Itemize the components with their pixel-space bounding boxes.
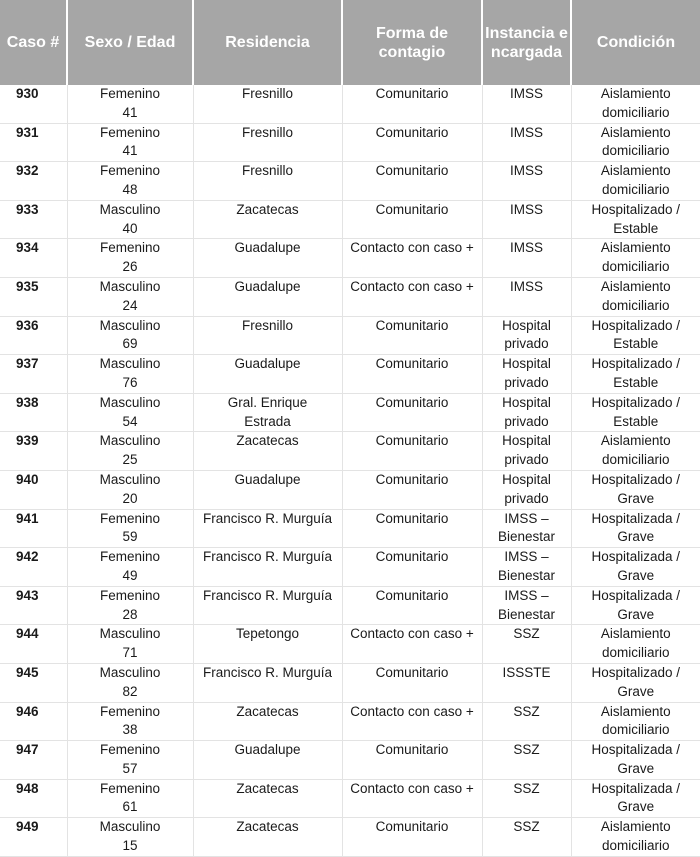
cell-caso: 937 — [0, 355, 67, 394]
cell-sexo: Femenino — [68, 85, 193, 104]
cell-forma-contagio: Contacto con caso + — [342, 625, 482, 664]
cell-residencia-line: Guadalupe — [194, 278, 342, 297]
cell-instancia — [482, 702, 571, 741]
cell-residencia — [193, 509, 342, 548]
cell-sexo-edad — [67, 663, 193, 702]
cell-residencia-line: Zacatecas — [194, 780, 342, 799]
cell-sexo: Femenino — [68, 548, 193, 567]
cell-forma-contagio: Comunitario — [342, 432, 482, 471]
cell-sexo-edad — [67, 123, 193, 162]
cell-instancia-line: IMSS — [483, 239, 571, 258]
cell-edad: 28 — [68, 606, 193, 625]
cell-instancia-line: Hospital — [483, 432, 571, 451]
cell-condicion-line: Aislamiento — [572, 432, 700, 451]
cell-residencia-line: Fresnillo — [194, 317, 342, 336]
cell-residencia — [193, 432, 342, 471]
cell-instancia-line: IMSS – — [483, 587, 571, 606]
cell-condicion — [571, 239, 700, 278]
cell-forma-contagio: Comunitario — [342, 548, 482, 587]
cell-residencia-line: Francisco R. Murguía — [194, 664, 342, 683]
cell-residencia-line: Estrada — [194, 413, 342, 432]
cell-residencia — [193, 663, 342, 702]
cell-residencia-line: Fresnillo — [194, 85, 342, 104]
cell-residencia — [193, 779, 342, 818]
cell-sexo-edad — [67, 625, 193, 664]
cell-residencia-line: Tepetongo — [194, 625, 342, 644]
cell-condicion-line: Hospitalizado / — [572, 471, 700, 490]
header-instancia: Instancia encargada — [482, 0, 571, 85]
table-row — [0, 548, 700, 587]
cell-sexo: Masculino — [68, 278, 193, 297]
header-condicion: Condición — [571, 0, 700, 85]
cell-condicion — [571, 316, 700, 355]
cell-condicion-line: Estable — [572, 413, 700, 432]
cell-caso: 948 — [0, 779, 67, 818]
cell-condicion-line: domiciliario — [572, 837, 700, 856]
cell-edad: 40 — [68, 220, 193, 239]
cell-edad: 41 — [68, 142, 193, 161]
cell-condicion-line: Hospitalizado / — [572, 394, 700, 413]
cell-condicion-line: Estable — [572, 220, 700, 239]
cell-condicion-line: Aislamiento — [572, 703, 700, 722]
cell-residencia — [193, 625, 342, 664]
cell-instancia — [482, 239, 571, 278]
cell-residencia — [193, 123, 342, 162]
table-row — [0, 509, 700, 548]
cell-forma-contagio: Comunitario — [342, 200, 482, 239]
cell-sexo-edad — [67, 393, 193, 432]
cell-condicion — [571, 355, 700, 394]
table-header — [0, 0, 700, 85]
cell-sexo: Femenino — [68, 587, 193, 606]
cell-instancia-line: privado — [483, 374, 571, 393]
cell-instancia — [482, 355, 571, 394]
cell-instancia-line: Hospital — [483, 317, 571, 336]
cell-sexo: Femenino — [68, 162, 193, 181]
cell-residencia — [193, 818, 342, 857]
cell-condicion-line: domiciliario — [572, 644, 700, 663]
cell-instancia — [482, 393, 571, 432]
cell-caso: 941 — [0, 509, 67, 548]
cell-residencia-line: Zacatecas — [194, 201, 342, 220]
cell-condicion-line: Grave — [572, 606, 700, 625]
cell-residencia-line: Fresnillo — [194, 162, 342, 181]
cell-instancia — [482, 470, 571, 509]
cell-edad: 54 — [68, 413, 193, 432]
cell-condicion-line: Hospitalizada / — [572, 548, 700, 567]
cell-sexo: Masculino — [68, 471, 193, 490]
cell-condicion — [571, 162, 700, 201]
cell-instancia-line: Hospital — [483, 471, 571, 490]
cell-residencia-line: Guadalupe — [194, 741, 342, 760]
cell-forma-contagio: Comunitario — [342, 393, 482, 432]
cell-caso: 935 — [0, 277, 67, 316]
cell-sexo: Masculino — [68, 394, 193, 413]
cell-forma-contagio: Comunitario — [342, 663, 482, 702]
table-row — [0, 393, 700, 432]
cell-forma-contagio: Contacto con caso + — [342, 779, 482, 818]
cell-condicion-line: Aislamiento — [572, 124, 700, 143]
cell-instancia — [482, 123, 571, 162]
cell-instancia — [482, 779, 571, 818]
cell-caso: 932 — [0, 162, 67, 201]
cell-caso: 933 — [0, 200, 67, 239]
cell-forma-contagio: Comunitario — [342, 586, 482, 625]
table-row — [0, 779, 700, 818]
cell-edad: 61 — [68, 798, 193, 817]
cell-condicion-line: Aislamiento — [572, 162, 700, 181]
cell-edad: 41 — [68, 104, 193, 123]
cell-instancia — [482, 818, 571, 857]
cell-condicion — [571, 432, 700, 471]
cell-edad: 26 — [68, 258, 193, 277]
cell-instancia — [482, 162, 571, 201]
cell-instancia-line: IMSS — [483, 278, 571, 297]
cell-instancia-line: IMSS — [483, 124, 571, 143]
cell-condicion-line: domiciliario — [572, 142, 700, 161]
cell-caso: 939 — [0, 432, 67, 471]
cell-residencia — [193, 85, 342, 123]
cell-condicion-line: domiciliario — [572, 104, 700, 123]
cell-edad: 25 — [68, 451, 193, 470]
cell-instancia — [482, 625, 571, 664]
cell-residencia — [193, 239, 342, 278]
cell-sexo-edad — [67, 509, 193, 548]
cell-instancia — [482, 509, 571, 548]
cell-sexo-edad — [67, 586, 193, 625]
cell-residencia — [193, 355, 342, 394]
cell-residencia — [193, 470, 342, 509]
cell-residencia — [193, 393, 342, 432]
cell-instancia-line: Hospital — [483, 394, 571, 413]
cell-residencia — [193, 702, 342, 741]
cell-condicion — [571, 200, 700, 239]
cell-residencia-line: Francisco R. Murguía — [194, 587, 342, 606]
cell-condicion-line: Aislamiento — [572, 625, 700, 644]
cell-condicion-line: Hospitalizada / — [572, 510, 700, 529]
cell-condicion-line: Hospitalizada / — [572, 741, 700, 760]
cell-condicion-line: domiciliario — [572, 297, 700, 316]
cell-condicion-line: Hospitalizado / — [572, 355, 700, 374]
cell-sexo-edad — [67, 432, 193, 471]
cell-condicion — [571, 779, 700, 818]
cell-condicion-line: Aislamiento — [572, 278, 700, 297]
cell-condicion-line: Grave — [572, 760, 700, 779]
cell-instancia-line: ISSSTE — [483, 664, 571, 683]
cell-condicion-line: Grave — [572, 490, 700, 509]
cell-residencia — [193, 316, 342, 355]
cell-instancia-line: Bienestar — [483, 606, 571, 625]
cell-residencia-line: Guadalupe — [194, 239, 342, 258]
cell-edad: 57 — [68, 760, 193, 779]
cell-sexo: Masculino — [68, 664, 193, 683]
table-row — [0, 432, 700, 471]
cell-instancia-line: Bienestar — [483, 567, 571, 586]
cell-condicion-line: Grave — [572, 528, 700, 547]
cell-edad: 38 — [68, 721, 193, 740]
cell-forma-contagio: Comunitario — [342, 818, 482, 857]
cell-instancia-line: IMSS — [483, 162, 571, 181]
cell-condicion — [571, 277, 700, 316]
cell-sexo-edad — [67, 162, 193, 201]
cell-residencia — [193, 162, 342, 201]
cell-residencia-line: Guadalupe — [194, 355, 342, 374]
table-row — [0, 355, 700, 394]
cell-instancia-line: privado — [483, 335, 571, 354]
cell-sexo: Masculino — [68, 317, 193, 336]
cell-instancia-line: privado — [483, 413, 571, 432]
cell-instancia-line: SSZ — [483, 703, 571, 722]
cell-instancia-line: IMSS — [483, 201, 571, 220]
table-row — [0, 277, 700, 316]
cell-condicion — [571, 741, 700, 780]
table-row — [0, 470, 700, 509]
cell-condicion-line: domiciliario — [572, 721, 700, 740]
cell-instancia-line: privado — [483, 451, 571, 470]
cell-edad: 24 — [68, 297, 193, 316]
table-row — [0, 625, 700, 664]
cell-condicion — [571, 548, 700, 587]
table-row — [0, 162, 700, 201]
table-row — [0, 316, 700, 355]
table-row — [0, 586, 700, 625]
cell-sexo-edad — [67, 355, 193, 394]
cell-sexo-edad — [67, 470, 193, 509]
cell-condicion-line: Aislamiento — [572, 239, 700, 258]
table-row — [0, 663, 700, 702]
cell-condicion-line: Estable — [572, 335, 700, 354]
cell-edad: 82 — [68, 683, 193, 702]
cell-instancia — [482, 432, 571, 471]
cell-forma-contagio: Comunitario — [342, 162, 482, 201]
cell-condicion — [571, 625, 700, 664]
cell-edad: 76 — [68, 374, 193, 393]
cell-sexo-edad — [67, 702, 193, 741]
cell-instancia — [482, 316, 571, 355]
cell-residencia-line: Zacatecas — [194, 432, 342, 451]
table-row — [0, 123, 700, 162]
cell-condicion — [571, 702, 700, 741]
cell-sexo-edad — [67, 316, 193, 355]
cell-forma-contagio: Comunitario — [342, 123, 482, 162]
cell-sexo: Masculino — [68, 625, 193, 644]
cell-condicion-line: Grave — [572, 683, 700, 702]
cell-sexo: Masculino — [68, 432, 193, 451]
cell-sexo-edad — [67, 239, 193, 278]
cell-sexo: Femenino — [68, 780, 193, 799]
cell-forma-contagio: Comunitario — [342, 509, 482, 548]
cell-forma-contagio: Comunitario — [342, 355, 482, 394]
cell-residencia — [193, 200, 342, 239]
cell-caso: 936 — [0, 316, 67, 355]
cell-edad: 48 — [68, 181, 193, 200]
cell-condicion — [571, 85, 700, 123]
cell-condicion — [571, 586, 700, 625]
cell-condicion-line: domiciliario — [572, 451, 700, 470]
cell-caso: 943 — [0, 586, 67, 625]
cell-instancia-line: SSZ — [483, 780, 571, 799]
cell-sexo-edad — [67, 818, 193, 857]
cell-condicion-line: Hospitalizado / — [572, 201, 700, 220]
cell-instancia-line: privado — [483, 490, 571, 509]
cell-sexo: Femenino — [68, 124, 193, 143]
cell-forma-contagio: Comunitario — [342, 741, 482, 780]
cell-instancia-line: IMSS — [483, 85, 571, 104]
cell-condicion-line: Hospitalizado / — [572, 664, 700, 683]
cell-residencia — [193, 548, 342, 587]
cell-sexo-edad — [67, 741, 193, 780]
cell-residencia — [193, 741, 342, 780]
cell-caso: 931 — [0, 123, 67, 162]
table-row — [0, 741, 700, 780]
cell-residencia — [193, 586, 342, 625]
cell-condicion-line: Aislamiento — [572, 818, 700, 837]
cell-forma-contagio: Comunitario — [342, 85, 482, 123]
cell-residencia-line: Zacatecas — [194, 703, 342, 722]
cell-instancia-line: Hospital — [483, 355, 571, 374]
cell-sexo-edad — [67, 277, 193, 316]
cell-condicion — [571, 509, 700, 548]
cell-condicion-line: Hospitalizado / — [572, 317, 700, 336]
cell-instancia-line: SSZ — [483, 625, 571, 644]
cell-residencia — [193, 277, 342, 316]
cell-edad: 69 — [68, 335, 193, 354]
cell-condicion-line: domiciliario — [572, 181, 700, 200]
cell-residencia-line: Gral. Enrique — [194, 394, 342, 413]
cell-instancia-line: Bienestar — [483, 528, 571, 547]
cell-forma-contagio: Contacto con caso + — [342, 277, 482, 316]
cell-condicion — [571, 470, 700, 509]
cell-residencia-line: Zacatecas — [194, 818, 342, 837]
cell-forma-contagio: Contacto con caso + — [342, 239, 482, 278]
cell-residencia-line: Francisco R. Murguía — [194, 510, 342, 529]
cell-residencia-line: Fresnillo — [194, 124, 342, 143]
cell-sexo: Masculino — [68, 818, 193, 837]
table-row — [0, 818, 700, 857]
cell-instancia — [482, 85, 571, 123]
table-row — [0, 702, 700, 741]
cell-caso: 944 — [0, 625, 67, 664]
cell-instancia — [482, 200, 571, 239]
cell-instancia — [482, 663, 571, 702]
cell-condicion-line: Grave — [572, 798, 700, 817]
cell-sexo: Masculino — [68, 355, 193, 374]
cell-forma-contagio: Contacto con caso + — [342, 702, 482, 741]
cell-caso: 949 — [0, 818, 67, 857]
cell-caso: 930 — [0, 85, 67, 123]
cell-residencia-line: Guadalupe — [194, 471, 342, 490]
cell-condicion-line: Grave — [572, 567, 700, 586]
cell-condicion-line: Hospitalizada / — [572, 587, 700, 606]
cell-condicion — [571, 123, 700, 162]
cell-edad: 49 — [68, 567, 193, 586]
cell-caso: 934 — [0, 239, 67, 278]
cell-condicion — [571, 393, 700, 432]
cell-edad: 59 — [68, 528, 193, 547]
cell-residencia-line: Francisco R. Murguía — [194, 548, 342, 567]
cell-sexo-edad — [67, 200, 193, 239]
cell-forma-contagio: Comunitario — [342, 316, 482, 355]
table-body — [0, 85, 700, 856]
cell-caso: 946 — [0, 702, 67, 741]
cell-sexo: Masculino — [68, 201, 193, 220]
cell-edad: 20 — [68, 490, 193, 509]
cell-instancia-line: IMSS – — [483, 548, 571, 567]
table-row — [0, 85, 700, 123]
header-sexo-edad: Sexo / Edad — [67, 0, 193, 85]
cell-sexo: Femenino — [68, 510, 193, 529]
cell-caso: 938 — [0, 393, 67, 432]
cell-caso: 947 — [0, 741, 67, 780]
cell-condicion-line: Estable — [572, 374, 700, 393]
cell-condicion — [571, 818, 700, 857]
cell-sexo-edad — [67, 548, 193, 587]
cell-condicion-line: domiciliario — [572, 258, 700, 277]
cell-sexo: Femenino — [68, 741, 193, 760]
table-row — [0, 200, 700, 239]
header-caso: Caso # — [0, 0, 67, 85]
cell-condicion-line: Aislamiento — [572, 85, 700, 104]
table-row — [0, 239, 700, 278]
cell-caso: 945 — [0, 663, 67, 702]
cell-forma-contagio: Comunitario — [342, 470, 482, 509]
cell-edad: 15 — [68, 837, 193, 856]
cell-condicion-line: Hospitalizada / — [572, 780, 700, 799]
cell-instancia-line: SSZ — [483, 741, 571, 760]
cell-instancia — [482, 548, 571, 587]
header-forma-contagio: Forma de contagio — [342, 0, 482, 85]
cell-caso: 940 — [0, 470, 67, 509]
cell-condicion — [571, 663, 700, 702]
cell-instancia — [482, 586, 571, 625]
cell-sexo: Femenino — [68, 703, 193, 722]
cell-caso: 942 — [0, 548, 67, 587]
cell-sexo-edad — [67, 85, 193, 123]
cell-sexo-edad — [67, 779, 193, 818]
header-row — [0, 0, 700, 85]
cell-instancia — [482, 277, 571, 316]
cell-instancia-line: SSZ — [483, 818, 571, 837]
cell-sexo: Femenino — [68, 239, 193, 258]
cell-edad: 71 — [68, 644, 193, 663]
cell-instancia-line: IMSS – — [483, 510, 571, 529]
cell-instancia — [482, 741, 571, 780]
header-residencia: Residencia — [193, 0, 342, 85]
